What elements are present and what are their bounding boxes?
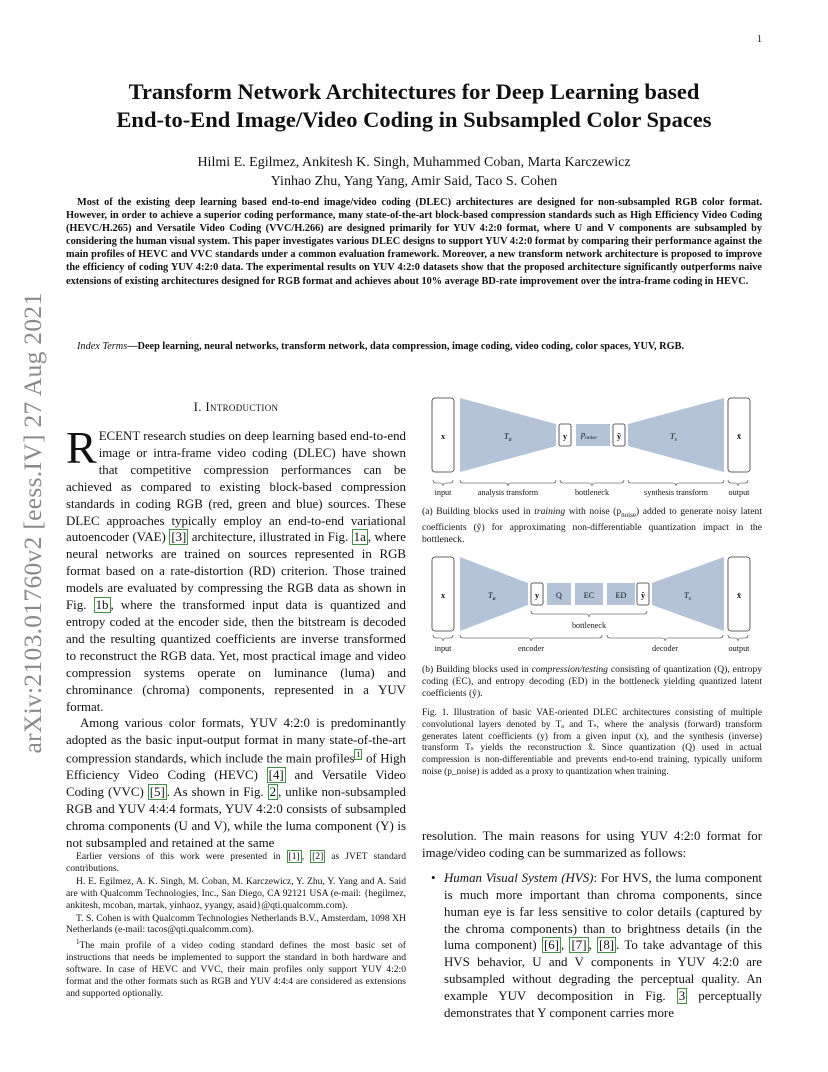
- ts-label: $T_s$: [670, 432, 677, 443]
- citation-link[interactable]: [3]: [171, 530, 187, 545]
- citation-link[interactable]: [1]: [288, 851, 300, 862]
- pnoise-label: $p_{noise}$: [581, 430, 597, 441]
- label-analysis-transform: analysis transform: [477, 488, 539, 497]
- citation-link[interactable]: [6]: [543, 938, 559, 953]
- figure-1b-caption: (b) Building blocks used in compression/testing consisting of quantization (Q), entropy coding (EC), and entropy decoding (ED) in the bottleneck yielding quantized latent coefficients (ŷ).: [422, 664, 762, 699]
- citation-link[interactable]: [7]: [571, 938, 587, 953]
- latent-y-label: y: [562, 432, 568, 441]
- page-number: 1: [757, 34, 762, 45]
- label-output: output: [728, 644, 750, 653]
- section-heading-introduction: I. Introduction: [193, 399, 279, 414]
- right-column-text: [422, 828, 762, 1022]
- paragraph-resolution: resolution. The main reasons for using YUV 4:2:0 format for image/video coding can be summarized as follows:: [422, 829, 762, 860]
- label-decoder: decoder: [652, 644, 678, 653]
- latent-y-label: y: [534, 591, 540, 600]
- bullet-hvs: • Human Visual System (HVS): For HVS, the luma component is much more important than chroma components, since human eye is far less sensitive to color details (captured by the chroma components) than to brightness details (in the luma component) [6] , [7] , [8] . To take advantage of this HVS behavior, U and V components in YUV 4:2:0 are subsampled without degrading the perceptual quality. An example YUV decomposition in Fig. 3 perceptually demonstrates that Y component carries more: [431, 870, 762, 1021]
- label-output: output: [728, 488, 750, 497]
- entropy-decoding-label: ED: [615, 591, 627, 600]
- ts-label: $T_s$: [684, 591, 691, 602]
- footnotes: Earlier versions of this work were presented in [1] , [2] as JVET standard contributions. H. E. Egilmez, A. K. Singh, M. Coban, M. Karczewicz, Y. Zhu, Y. Yang and A. Said are with Qualcomm Technologies, Inc., San Diego, CA 92121 USA (e-mail: {hegilmez, ankitesh, mcoban, martak, yinhaoz, yyangy, asaid}@qti.qualcomm.com). T. S. Cohen is with Qualcomm Technologies Netherlands B.V., Amsterdam, 1098 XH Netherlands (e-mail: tacos@qti.qualcomm.com). $^1$The main profile of a video coding standard defines the most basic set of instructions that needs be implemented to support the standard in both hardware and software. In case of HEVC and VVC, their main profiles only support YUV 4:2:0 format and the other formats such as RGB and YUV 4:4:4 are considered as extensions and supported optionally.: [66, 851, 406, 1000]
- abstract: Most of the existing deep learning based end-to-end image/video coding (DLEC) architectures are designed for non-subsampled RGB color format. However, in order to achieve a superior coding performance, many state-of-the-art block-based compression standards such as High Efficiency Video Coding (HEVC/H.265) and Versatile Video Coding (VVC/H.266) are designed primarily for YUV 4:2:0 format, where U and V components are subsampled by considering the human visual system. This paper investigates various DLEC designs to support YUV 4:2:0 format by comparing their performance against the main profiles of HEVC and VVC standards under a common evaluation framework. Moreover, a new transform network architecture is proposed to improve the efficiency of coding YUV 4:2:0 data. The experimental results on YUV 4:2:0 datasets show that the proposed architecture significantly outperforms naive extensions of existing architectures designed for RGB format and achieves about 10% average BD-rate improvement over the intra-frame coding in HEVC.: [66, 197, 762, 287]
- intro-paragraph-1: RECENT research studies on deep learning based end-to-end image or intra-frame video coding (DLEC) have shown that competitive compression performances can be achieved as compared to existing block-based compression standards in coding RGB (red, green and blue) sources. These DLEC approaches typically employ an end-to-end variational autoencoder (VAE) [3] architecture, illustrated in Fig. 1a , where neural networks are trained on sources represented in RGB format based on a rate-distortion (RD) criterion. Those trained models are evaluated by compressing the RGB data as shown in Fig. 1b , where the transformed input data is quantized and entropy coded at the encoder side, then the bitstream is decoded and the resulting quantized coefficients are inverse transformed to reconstruct the RGB data. Yet, most practical image and video compression systems operate on luminance (luma) and chrominance (chroma) components, represented in a YUV format.: [66, 422, 406, 714]
- figure-1-caption: Fig. 1. Illustration of basic VAE-oriented DLEC architectures consisting of multiple convolutional layers denoted by Tₐ and Tₛ, where the analysis (forward) transform generates latent coefficients (y) from a given input (x), and the synthesis (inverse) transform Tₛ yields the reconstruction x̂. Since quantization (Q) used in actual compression is non-differentiable and prevents end-to-end training, typically uniform noise (p_noise) is added as a proxy to quantization when training.: [422, 708, 762, 777]
- output-xhat-label: x̂: [736, 432, 742, 441]
- label-synthesis-transform: synthesis transform: [644, 488, 708, 497]
- figure-1a-caption: (a) Building blocks used in training with noise $(p_{noise})$ added to generate noisy latent coefficients (ỹ) for approximating non-differentiable quantization impact in the bottleneck.: [422, 506, 762, 545]
- quantized-latent-label: ŷ: [640, 591, 646, 600]
- label-input: input: [434, 644, 452, 653]
- citation-link[interactable]: [4]: [268, 768, 284, 783]
- citation-link[interactable]: [2]: [312, 851, 324, 862]
- noisy-latent-label: ỹ: [616, 432, 622, 441]
- figure-link[interactable]: 3: [678, 989, 686, 1004]
- label-bottleneck: bottleneck: [571, 621, 607, 630]
- figure-link[interactable]: 2: [269, 785, 277, 800]
- input-x-label: x: [440, 432, 446, 441]
- input-x-label: x: [440, 591, 446, 600]
- figure-link[interactable]: 1b: [95, 598, 109, 613]
- entropy-coding-label: EC: [583, 591, 595, 600]
- quantization-label: Q: [556, 591, 562, 600]
- intro-paragraph-2: Among various color formats, YUV 4:2:0 is predominantly adopted as the basic input-output format in many state-of-the-art compression standards, which include the main profiles $^1$ of High Efficiency Video Coding (HEVC) [4] and Versatile Video Coding (VVC) [5] . As shown in Fig. 2 , unlike non-subsampled RGB and YUV 4:4:4 formats, YUV 4:2:0 consists of subsampled chroma components (U and V), while the luma component (Y) is not subsampled and retained at the same: [66, 716, 407, 851]
- ta-label: $T_a$: [488, 591, 496, 602]
- paper-title: Transform Network Architectures for Deep Learning based End-to-End Image/Video Coding in Subsampled Color Spaces: [116, 79, 712, 132]
- author-list: Hilmi E. Egilmez, Ankitesh K. Singh, Muhammed Coban, Marta Karczewicz Yinhao Zhu, Yang Yang, Amir Said, Taco S. Cohen: [197, 155, 631, 189]
- intro-column: [66, 422, 407, 852]
- figure-1a-diagram: [422, 396, 762, 500]
- drop-cap: R: [66, 422, 97, 473]
- figure-1b-diagram: [422, 555, 762, 657]
- label-input: input: [434, 488, 452, 497]
- output-xhat-label: x̂: [736, 591, 742, 600]
- citation-link[interactable]: [5]: [149, 785, 165, 800]
- label-bottleneck: bottleneck: [574, 488, 610, 497]
- figure-link[interactable]: 1a: [353, 530, 366, 545]
- index-terms: Index Terms—Deep learning, neural networks, transform network, data compression, image coding, video coding, color spaces, YUV, RGB.: [77, 341, 685, 352]
- label-encoder: encoder: [518, 644, 544, 653]
- footnote-link[interactable]: 1: [356, 750, 361, 760]
- ta-label: $T_a$: [504, 432, 512, 443]
- citation-link[interactable]: [8]: [599, 938, 615, 953]
- arxiv-stamp: arXiv:2103.01760v2 [eess.IV] 27 Aug 2021: [18, 292, 47, 754]
